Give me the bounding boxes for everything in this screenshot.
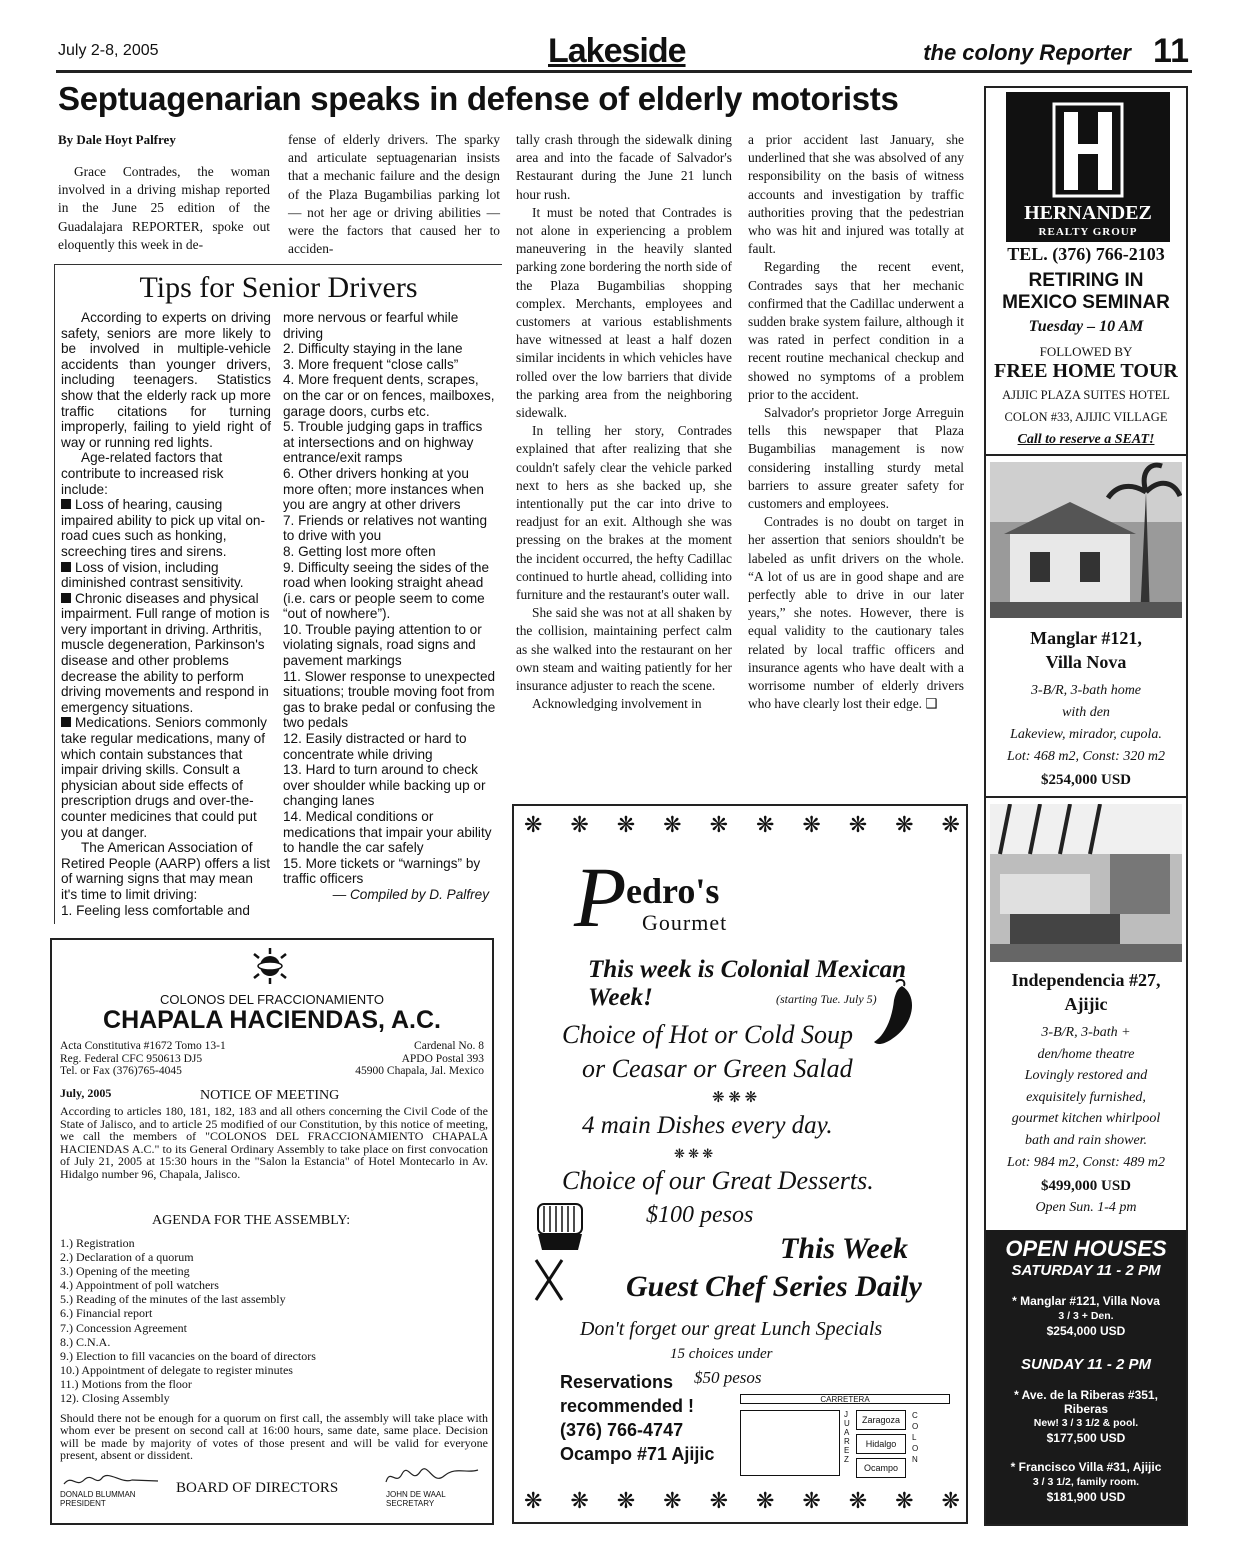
flower-border-bottom-icon: ❋ ❋ ❋ ❋ ❋ ❋ ❋ ❋ ❋ ❋ (524, 1488, 960, 1513)
pedros-address: Ocampo #71 Ajijic (560, 1444, 715, 1464)
article-column-4 (748, 131, 964, 714)
article-column-3 (516, 131, 732, 714)
article-paragraph: tally crash through the sidewalk dining area and into the facade of Salvador's Restaurant during the June 21 lunch hour rush. (516, 132, 732, 202)
agenda-item: 5.) Reading of the minutes of the last assembly (60, 1292, 286, 1307)
open-house-3-detail: 3 / 3 1/2, family room. (1032, 1476, 1140, 1488)
agenda-item: 10.) Appointment of delegate to register minutes (60, 1362, 293, 1377)
article-paragraph: a prior accident last January, she underlined that she was absolved of any responsibility on the basis of witness accounts and investigation by traffic authorities proving that the pedestrian who was hit and injured was totally at fault. (748, 132, 964, 257)
agenda-item: 9.) Election to fill vacancies on the board of directors (60, 1348, 316, 1363)
flower-border-top-icon: ❋ ❋ ❋ ❋ ❋ ❋ ❋ ❋ ❋ ❋ (524, 812, 960, 837)
issue-date: July 2-8, 2005 (58, 42, 159, 59)
pedros-name: edro's (626, 871, 720, 911)
pedros-dishes: 4 main Dishes every day. (582, 1112, 833, 1139)
agenda-item: 3.) Opening of the meeting (60, 1264, 190, 1279)
article-byline: By Dale Hoyt Palfrey (58, 132, 176, 147)
open-house-1-address: * Manglar #121, Villa Nova (1012, 1294, 1160, 1308)
tips-warning-1-cont: more nervous or fearful while driving (283, 310, 459, 341)
seminar-followed: FOLLOWED BY (1039, 344, 1133, 359)
article-paragraph: She said she was not at all shaken by the collision, maintaining perfect calm as she walked into the restaurant on her own steam and waiting patiently for her insurance adjuster to reach the scene. (516, 605, 732, 694)
open-house-1-detail: 3 / 3 + Den. (1058, 1310, 1114, 1322)
tips-box (54, 264, 502, 924)
article-paragraph: Grace Contrades, the woman involved in a driving mishap reported in the June 25 edition of the Guadalajara REPORTER, spoke out eloquently this week in de- (58, 164, 270, 252)
pedros-divider-flower-icon: ❋ ❋ ❋ (712, 1090, 758, 1106)
sun-emblem-icon (250, 948, 290, 984)
realty-logo-name: HERNANDEZ (1024, 202, 1152, 224)
pedros-desserts: Choice of our Great Desserts. (562, 1166, 874, 1195)
tips-warning: 10. Trouble paying attention to or violating signals, road signs and pavement markings (283, 621, 482, 669)
open-house-2-address-2: Riberas (1063, 1402, 1109, 1416)
tips-factor: Loss of hearing, causing impaired ability to pick up vital on-road cues such as honking, screeching tires and sirens. (61, 497, 265, 559)
tips-warning: 6. Other drivers honking at you more often; more instances when you are angry at other drivers (283, 465, 484, 513)
tips-warning: 13. Hard to turn around to check over shoulder while backing up or changing lanes (283, 762, 486, 809)
tips-warning: 8. Getting lost more often (283, 543, 436, 559)
seminar-line-1: RETIRING IN (1028, 270, 1144, 291)
notice-footer: Should there not be enough for a quorum on first call, the assembly will take place with whom ever be present on second call at 16:00 hours, same date, same place. Decision will be made by majority of votes of those present and will be valid for everyone present, absent or dissident. (60, 1411, 488, 1463)
article-paragraph: Regarding the recent event, Contrades says that her mechanic confirmed that the Cadillac underwent a sudden brake system failure, although it was rated in perfect condition in a recent routine mechanical checkup and showed no symptoms of a problem prior to the accident. (748, 259, 964, 402)
article-paragraph: In telling her story, Contrades explained that after realizing that she couldn't safely clear the vehicle parked next to hers as she backed up, she intentionally put the car into drive to readjust for an exit. Although she was pressing on the brakes at the moment the incident occurred, the hefty Cadillac continued to hurtle ahead, colliding into furniture and the restaurant's outer wall. (516, 423, 732, 603)
signature-left-icon (62, 1472, 162, 1490)
signature-right-icon (382, 1464, 482, 1490)
tips-credit: — Compiled by D. Palfrey (332, 886, 489, 902)
tips-warning: 12. Easily distracted or hard to concentrate while driving (283, 731, 467, 762)
open-house-1-price: $254,000 USD (1046, 1324, 1126, 1338)
property-2-title-1: Independencia #27, (1011, 970, 1161, 990)
tips-factor: Loss of vision, including diminished contrast sensitivity. (61, 559, 244, 591)
seminar-line-2: MEXICO SEMINAR (1002, 292, 1170, 313)
agenda-item: 7.) Concession Agreement (60, 1320, 187, 1335)
article-paragraph: It must be noted that Contrades is not alone in experiencing a problem maneuvering in the heavily slanted parking zone bordering the north side of the Plaza Bugambilias shopping complex. Merchants, employees and customers at various establishments have witnessed at least a half dozen similar incidents in which vehicles have rolled over the low barriers that divide the parking area from the neighboring sidewalk. (516, 204, 732, 421)
notice-box (50, 938, 494, 1525)
notice-date: July, 2005 (60, 1086, 112, 1100)
agenda-item: 2.) Declaration of a quorum (60, 1250, 194, 1265)
free-home-tour: FREE HOME TOUR (994, 360, 1178, 382)
signature-right-label: JOHN DE WAAL SECRETARY (386, 1490, 446, 1508)
tips-factors-intro: Age-related factors that contribute to increased risk include: (61, 450, 224, 497)
pedros-soup-1: Choice of Hot or Cold Soup (562, 1020, 854, 1049)
notice-org-line1: COLONOS DEL FRACCIONAMIENTO (160, 992, 384, 1007)
pedros-price: $100 pesos (646, 1202, 754, 1228)
realty-logo (1006, 92, 1170, 242)
article-column-2 (288, 131, 500, 258)
seminar-hotel-address: COLON #33, AJIJIC VILLAGE (1004, 410, 1168, 424)
property-1-description: 3-B/R, 3-bath home with den Lakeview, mirador, cupola. Lot: 468 m2, Const: 320 m2 (1007, 683, 1165, 764)
property-2-open: Open Sun. 1-4 pm (1035, 1200, 1137, 1215)
property-1-title-2: Villa Nova (1045, 652, 1127, 672)
tips-column-2 (283, 310, 497, 903)
chili-pepper-icon (866, 976, 926, 1048)
pedros-gourmet-ad (512, 804, 968, 1524)
publication-name: the colony Reporter (923, 40, 1131, 65)
tips-warning: 2. Difficulty staying in the lane (283, 341, 463, 357)
open-house-2-price: $177,500 USD (1046, 1431, 1126, 1445)
property-1-price: $254,000 USD (1040, 772, 1131, 788)
realty-h-logo-icon (1050, 100, 1126, 200)
pedros-divider-flower-icon: ❋ ❋ ❋ (674, 1146, 714, 1161)
board-of-directors: BOARD OF DIRECTORS (176, 1480, 339, 1496)
divider (986, 796, 1186, 798)
tips-warning: 15. More tickets or “warnings” by traffic officers (283, 855, 481, 887)
article-paragraph: Contrades is no doubt on target in her assertion that seniors shouldn't be labeled as unfit drivers on the whole. “A lot of us are in good shape and are perfectly able to drive in our later years,” she notes. However, there is equal validity to the cautionary tales related by local traffic officers and insurance agents who have dealt with a worrisome number of elderly drivers who have clearly lost their edge. ❑ (748, 514, 964, 712)
pedros-street-map (740, 1394, 950, 1482)
article-headline: Septuagenarian speaks in defense of elderly motorists (58, 80, 899, 117)
open-houses-sunday: SUNDAY 11 - 2 PM (1020, 1356, 1152, 1373)
property-2-description: 3-B/R, 3-bath + den/home theatre Lovingly restored and exquisitely furnished, gourmet kitchen whirlpool bath and rain shower. Lot: 984 m2, Const: 489 m2 (1007, 1025, 1165, 1170)
map-street-hidalgo: Hidalgo (856, 1434, 906, 1454)
bullet-square-icon (61, 717, 71, 727)
pedros-gourmet: Gourmet (642, 910, 728, 935)
tips-aarp: The American Association of Retired People (AARP) offers a list of warning signs that may mean it's time to limit driving: (61, 840, 271, 902)
map-road-label: CARRETERA (740, 1394, 950, 1404)
bullet-square-icon (61, 562, 71, 572)
agenda-list (60, 1236, 316, 1405)
agenda-item: 4.) Appointment of poll watchers (60, 1278, 219, 1293)
tips-column-1 (61, 310, 271, 918)
pedros-phone: (376) 766-4747 (560, 1420, 684, 1440)
agenda-item: 8.) C.N.A. (60, 1334, 111, 1349)
notice-left-info: Acta Constitutiva #1672 Tomo 13-1 Reg. Federal CFC 950613 DJ5 Tel. or Fax (376)765-4045 (60, 1040, 226, 1078)
tips-warning-1: 1. Feeling less comfortable and (61, 902, 250, 918)
article-paragraph: fense of elderly drivers. The sparky and articulate septuagenarian insists that a mechanic failure and the design of the Plaza Bugambilias parking lot — not her age or driving abilities — were the factors that caused her to acciden- (288, 132, 500, 257)
tips-warning: 3. More frequent “close calls” (283, 356, 459, 372)
tips-warning: 7. Friends or relatives not wanting to drive with you (283, 512, 488, 544)
bullet-square-icon (61, 499, 71, 509)
map-street-juarez: JUAREZ (844, 1410, 850, 1464)
property-photo-independencia (990, 804, 1182, 962)
article-paragraph: Salvador's proprietor Jorge Arreguin tells this newspaper that Plaza Bugambilias management is now considering installing sturdy metal barriers to assure greater safety for customers and employees. (748, 405, 964, 512)
agenda-title: AGENDA FOR THE ASSEMBLY: (152, 1213, 351, 1228)
open-house-2-address-1: * Ave. de la Riberas #351, (1014, 1388, 1158, 1402)
tips-intro: According to experts on driving safety, seniors are more likely to be involved in multiple-vehicle accidents than younger drivers, including teenagers. Statistics show that the elderly rack up more traffic citations for turning improperly, failing to yield right of way or running red lights. (61, 310, 271, 450)
tips-warning: 4. More frequent dents, scrapes, on the car or on fences, mailboxes, garage doors, curbs etc. (283, 372, 495, 419)
article-column-1 (58, 163, 270, 254)
map-street-ocampo: Ocampo (856, 1458, 906, 1478)
open-house-3-address: * Francisco Villa #31, Ajijic (1010, 1460, 1162, 1474)
pedros-lunch-price: $50 pesos (694, 1368, 762, 1387)
hernandez-realty-ad (984, 86, 1188, 1526)
seminar-hotel: AJIJIC PLAZA SUITES HOTEL (1002, 388, 1170, 402)
open-houses-saturday: SATURDAY 11 - 2 PM (1011, 1262, 1161, 1279)
agenda-item: 1.) Registration (60, 1236, 135, 1250)
pedros-reservations: Reservations recommended ! (376) 766-4747 Ocampo #71 Ajijic (560, 1372, 715, 1464)
notice-title: NOTICE OF MEETING (200, 1088, 340, 1103)
pedros-p-initial: P (574, 849, 627, 945)
pedros-soup-2: or Ceasar or Green Salad (582, 1054, 853, 1083)
pedros-lunch: Don't forget our great Lunch Specials (580, 1318, 883, 1340)
open-house-2-detail: New! 3 / 3 1/2 & pool. (1033, 1417, 1139, 1429)
bullet-square-icon (61, 593, 71, 603)
tips-factor: Medications. Seniors commonly take regular medications, many of which contain substances that impair driving skills. Consult a physician about side effects of prescription drugs and over-the-counter medicines that could put you at danger. (61, 715, 267, 840)
realty-tel: TEL. (376) 766-2103 (1007, 244, 1165, 264)
open-houses-block (986, 1230, 1186, 1526)
section-title: Lakeside (548, 32, 686, 70)
open-houses-title: OPEN HOUSES (1005, 1236, 1167, 1261)
open-house-3-price: $181,900 USD (1046, 1490, 1126, 1504)
divider (986, 454, 1186, 456)
seminar-time: Tuesday – 10 AM (1028, 318, 1144, 335)
pedros-guest-chef: Guest Chef Series Daily (626, 1270, 922, 1303)
tips-warning: 11. Slower response to unexpected situations; trouble moving foot from gas to brake pedal or confusing the two pedals (283, 668, 496, 731)
map-street-colon: COLON (912, 1411, 919, 1464)
page-number: 11 (1153, 32, 1189, 70)
property-photo-manglar (990, 462, 1182, 618)
notice-right-info: Cardenal No. 8 APDO Postal 393 45900 Chapala, Jal. Mexico (355, 1040, 484, 1078)
article-paragraph: Acknowledging involvement in (532, 696, 702, 712)
tips-warning: 9. Difficulty seeing the sides of the road when looking straight ahead (i.e. cars or people seem to come “out of nowhere”). (283, 559, 490, 622)
notice-org-line2: CHAPALA HACIENDAS, A.C. (103, 1006, 441, 1034)
pedros-choices: 15 choices under (670, 1346, 773, 1362)
property-2-title-2: Ajijic (1064, 994, 1108, 1014)
map-street-zaragoza: Zaragoza (856, 1410, 906, 1430)
masthead-rule (56, 70, 1192, 73)
tips-warning: 5. Trouble judging gaps in traffics at intersections and on highway entrance/exit ramps (283, 419, 483, 466)
tips-warning: 14. Medical conditions or medications that impair your ability to handle the car safely (283, 809, 492, 856)
call-to-reserve: Call to reserve a SEAT! (1017, 432, 1155, 447)
chef-hat-utensils-icon (524, 1198, 590, 1308)
agenda-item: 12). Closing Assembly (60, 1391, 170, 1406)
pedros-starting: (starting Tue. July 5) (776, 992, 877, 1006)
notice-body: According to articles 180, 181, 182, 183 and all others concerning the Civil Code of the State of Jalisco, and to article 25 modified of our Constitution, by this notice of meeting, we call the members of "COLONOS DEL FRACCIONAMIENTO CHAPALA HACIENDAS A.C." to its General Ordinary Assembly to take place on first convocation of July 21, 2005 at 15:30 hours in the "Salon la Estancia" of Hotel Montecarlo in Av. Hidalgo number 96, Chapala, Jalisco. (60, 1104, 488, 1181)
property-2-price: $499,000 USD (1040, 1178, 1131, 1194)
agenda-item: 6.) Financial report (60, 1306, 153, 1321)
map-block (740, 1410, 840, 1476)
signature-left-label: DONALD BLUMMAN PRESIDENT (60, 1490, 136, 1508)
tips-title: Tips for Senior Drivers (139, 271, 418, 304)
agenda-item: 11.) Motions from the floor (60, 1376, 192, 1391)
pedros-this-week: This Week (780, 1232, 909, 1265)
property-1-title-1: Manglar #121, (1030, 628, 1142, 648)
pedros-week: This week is Colonial Mexican Week! (588, 956, 907, 1011)
realty-logo-sub: REALTY GROUP (1038, 226, 1138, 238)
tips-factor: Chronic diseases and physical impairment. Full range of motion is very important in driving. Arthritis, muscle degeneration, Parkinson's disease and other problems decrease the ability to perform driving movements and respond in emergency situations. (61, 590, 270, 715)
